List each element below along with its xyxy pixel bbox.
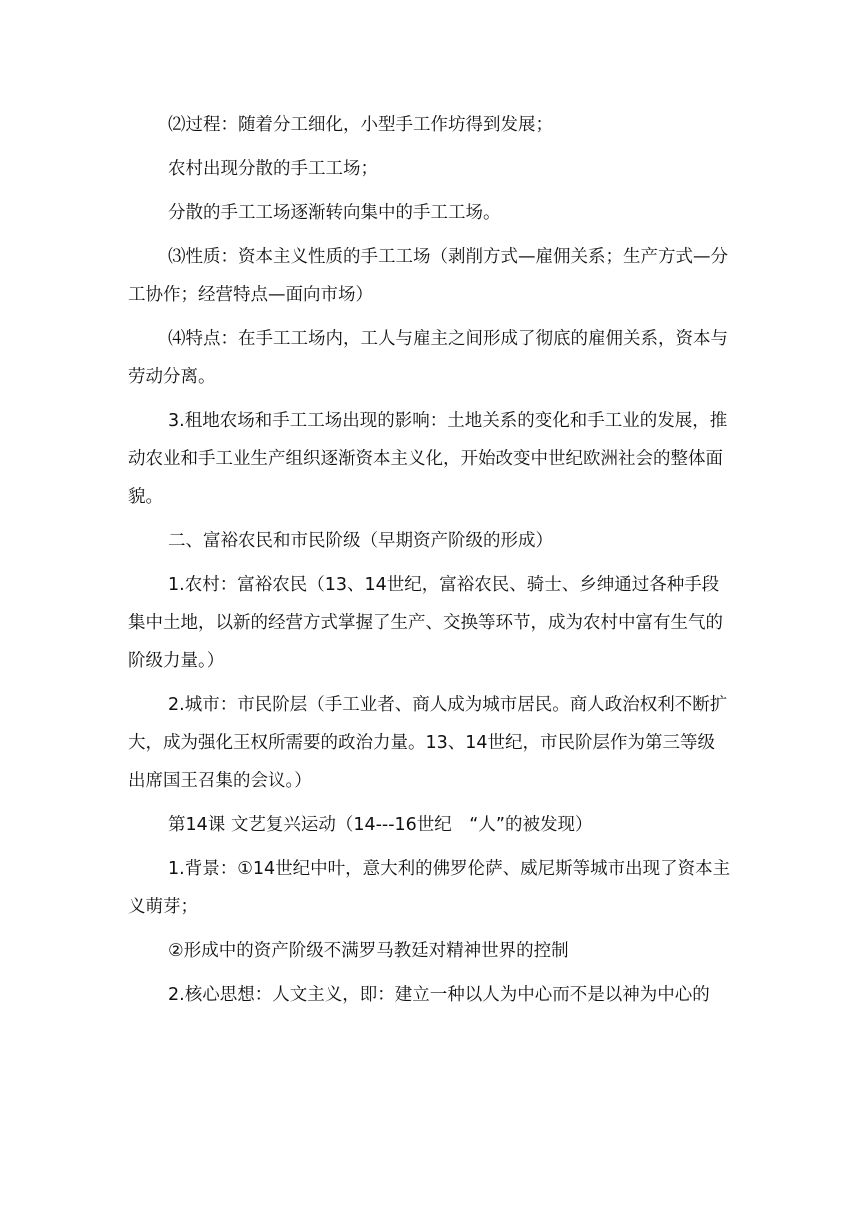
document-body xyxy=(128,106,732,1014)
paragraph-background: 1.背景：①14世纪中叶，意大利的佛罗伦萨、威尼斯等城市出现了资本主义萌芽； xyxy=(128,859,731,917)
paragraph-rural-farmers: 1.农村：富裕农民（13、14世纪，富裕农民、骑士、乡绅通过各种手段集中土地，以新的经营方式掌握了生产、交换等环节，成为农村中富有生气的阶级力量。） xyxy=(128,575,723,671)
paragraph-city-burghers: 2.城市：市民阶层（手工业者、商人成为城市居民。商人政治权利不断扩大，成为强化王权所需要的政治力量。13、14世纪，市民阶层作为第三等级出席国王召集的会议。） xyxy=(128,695,728,791)
paragraph-rural-workshops: 农村出现分散的手工工场； xyxy=(168,159,378,179)
lesson-heading-renaissance: 第14课 文艺复兴运动（14---16世纪 “人”的被发现） xyxy=(168,815,593,835)
paragraph-impact: 3.租地农场和手工工场出现的影响：土地关系的变化和手工业的发展，推动农业和手工业生产组织逐渐资本主义化，开始改变中世纪欧洲社会的整体面貌。 xyxy=(128,411,728,507)
section-heading-bourgeoisie: 二、富裕农民和市民阶级（早期资产阶级的形成） xyxy=(168,531,553,551)
paragraph-centralized-workshops: 分散的手工工场逐渐转向集中的手工工场。 xyxy=(168,203,501,223)
paragraph-church-control: ②形成中的资产阶级不满罗马教廷对精神世界的控制 xyxy=(168,941,569,961)
paragraph-process: ⑵过程：随着分工细化，小型手工作坊得到发展； xyxy=(168,115,553,135)
paragraph-core-idea: 2.核心思想：人文主义，即：建立一种以人为中心而不是以神为中心的 xyxy=(168,985,710,1005)
paragraph-features: ⑷特点：在手工工场内，工人与雇主之间形成了彻底的雇佣关系，资本与劳动分离。 xyxy=(128,329,728,387)
paragraph-nature: ⑶性质：资本主义性质的手工工场（剥削方式—雇佣关系；生产方式—分工协作；经营特点—面向市场） xyxy=(128,247,728,305)
